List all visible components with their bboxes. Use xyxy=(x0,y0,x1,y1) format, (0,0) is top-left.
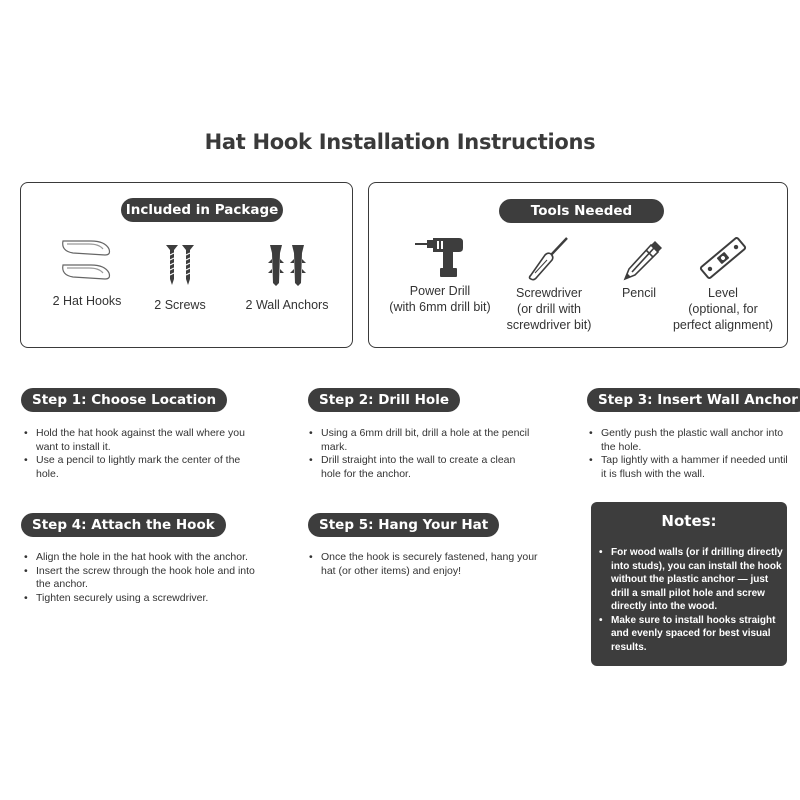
screws-icon xyxy=(160,243,200,287)
list-item: • Tighten securely using a screwdriver. xyxy=(24,592,259,606)
package-item-anchors xyxy=(231,243,343,313)
tool-power-drill xyxy=(377,235,503,315)
tools-heading: Tools Needed xyxy=(499,199,664,223)
page-title: Hat Hook Installation Instructions xyxy=(204,130,596,154)
list-item: • Use a pencil to lightly mark the center of the hole. xyxy=(24,454,264,481)
power-drill-icon xyxy=(413,235,467,279)
step-5-bullets xyxy=(309,551,549,578)
step-5-title: Step 5: Hang Your Hat xyxy=(308,513,499,537)
step-3-title: Step 3: Insert Wall Anchor xyxy=(587,388,800,412)
tool-label: Power Drill xyxy=(409,284,471,298)
tool-label: screwdriver bit) xyxy=(506,318,592,332)
list-item: • Drill straight into the wall to create a clean hole for the anchor. xyxy=(309,454,537,481)
tool-label: (or drill with xyxy=(517,302,581,316)
step-2-title: Step 2: Drill Hole xyxy=(308,388,460,412)
package-item-label: 2 Hat Hooks xyxy=(52,294,122,308)
list-item: • Once the hook is securely fastened, hang your hat (or other items) and enjoy! xyxy=(309,551,549,578)
notes-title: Notes: xyxy=(661,512,717,530)
step-3-bullets xyxy=(589,427,794,481)
package-heading: Included in Package xyxy=(121,198,283,222)
tool-label: (optional, for xyxy=(688,302,758,316)
list-item: • Hold the hat hook against the wall where you want to install it. xyxy=(24,427,264,454)
screwdriver-icon xyxy=(525,235,573,281)
tool-label: perfect alignment) xyxy=(672,318,774,332)
step-4-bullets xyxy=(24,551,259,605)
tool-label: (with 6mm drill bit) xyxy=(389,300,491,314)
package-item-label: 2 Screws xyxy=(154,298,206,312)
wall-anchors-icon xyxy=(263,243,311,287)
step-1-title: Step 1: Choose Location xyxy=(21,388,227,412)
list-item: • Make sure to install hooks straight and evenly spaced for best visual results. xyxy=(599,614,783,655)
tool-level xyxy=(667,235,779,333)
package-item-label: 2 Wall Anchors xyxy=(245,298,329,312)
notes-bullets xyxy=(599,546,783,654)
package-item-hooks xyxy=(39,235,135,309)
tool-label: Level xyxy=(708,286,738,300)
notes-box xyxy=(591,502,787,666)
list-item: • Tap lightly with a hammer if needed until it is flush with the wall. xyxy=(589,454,794,481)
tool-screwdriver xyxy=(499,235,599,333)
list-item: • Insert the screw through the hook hole and into the anchor. xyxy=(24,565,259,592)
step-4-title: Step 4: Attach the Hook xyxy=(21,513,226,537)
package-box xyxy=(20,182,353,348)
list-item: • Gently push the plastic wall anchor into the hole. xyxy=(589,427,794,454)
list-item: • For wood walls (or if drilling directly into studs), you can install the hook without the plastic anchor — just drill a small pilot hole and screw directly into the wood. xyxy=(599,546,783,614)
hat-hooks-icon xyxy=(57,235,117,287)
package-item-screws xyxy=(134,243,226,313)
pencil-icon xyxy=(615,235,663,281)
tools-box xyxy=(368,182,788,348)
tool-pencil xyxy=(609,235,669,301)
level-icon xyxy=(697,235,749,281)
tool-label: Pencil xyxy=(621,286,657,300)
step-2-bullets xyxy=(309,427,537,481)
list-item: • Align the hole in the hat hook with the anchor. xyxy=(24,551,259,565)
tool-label: Screwdriver xyxy=(516,286,582,300)
list-item: • Using a 6mm drill bit, drill a hole at the pencil mark. xyxy=(309,427,537,454)
step-1-bullets xyxy=(24,427,264,481)
